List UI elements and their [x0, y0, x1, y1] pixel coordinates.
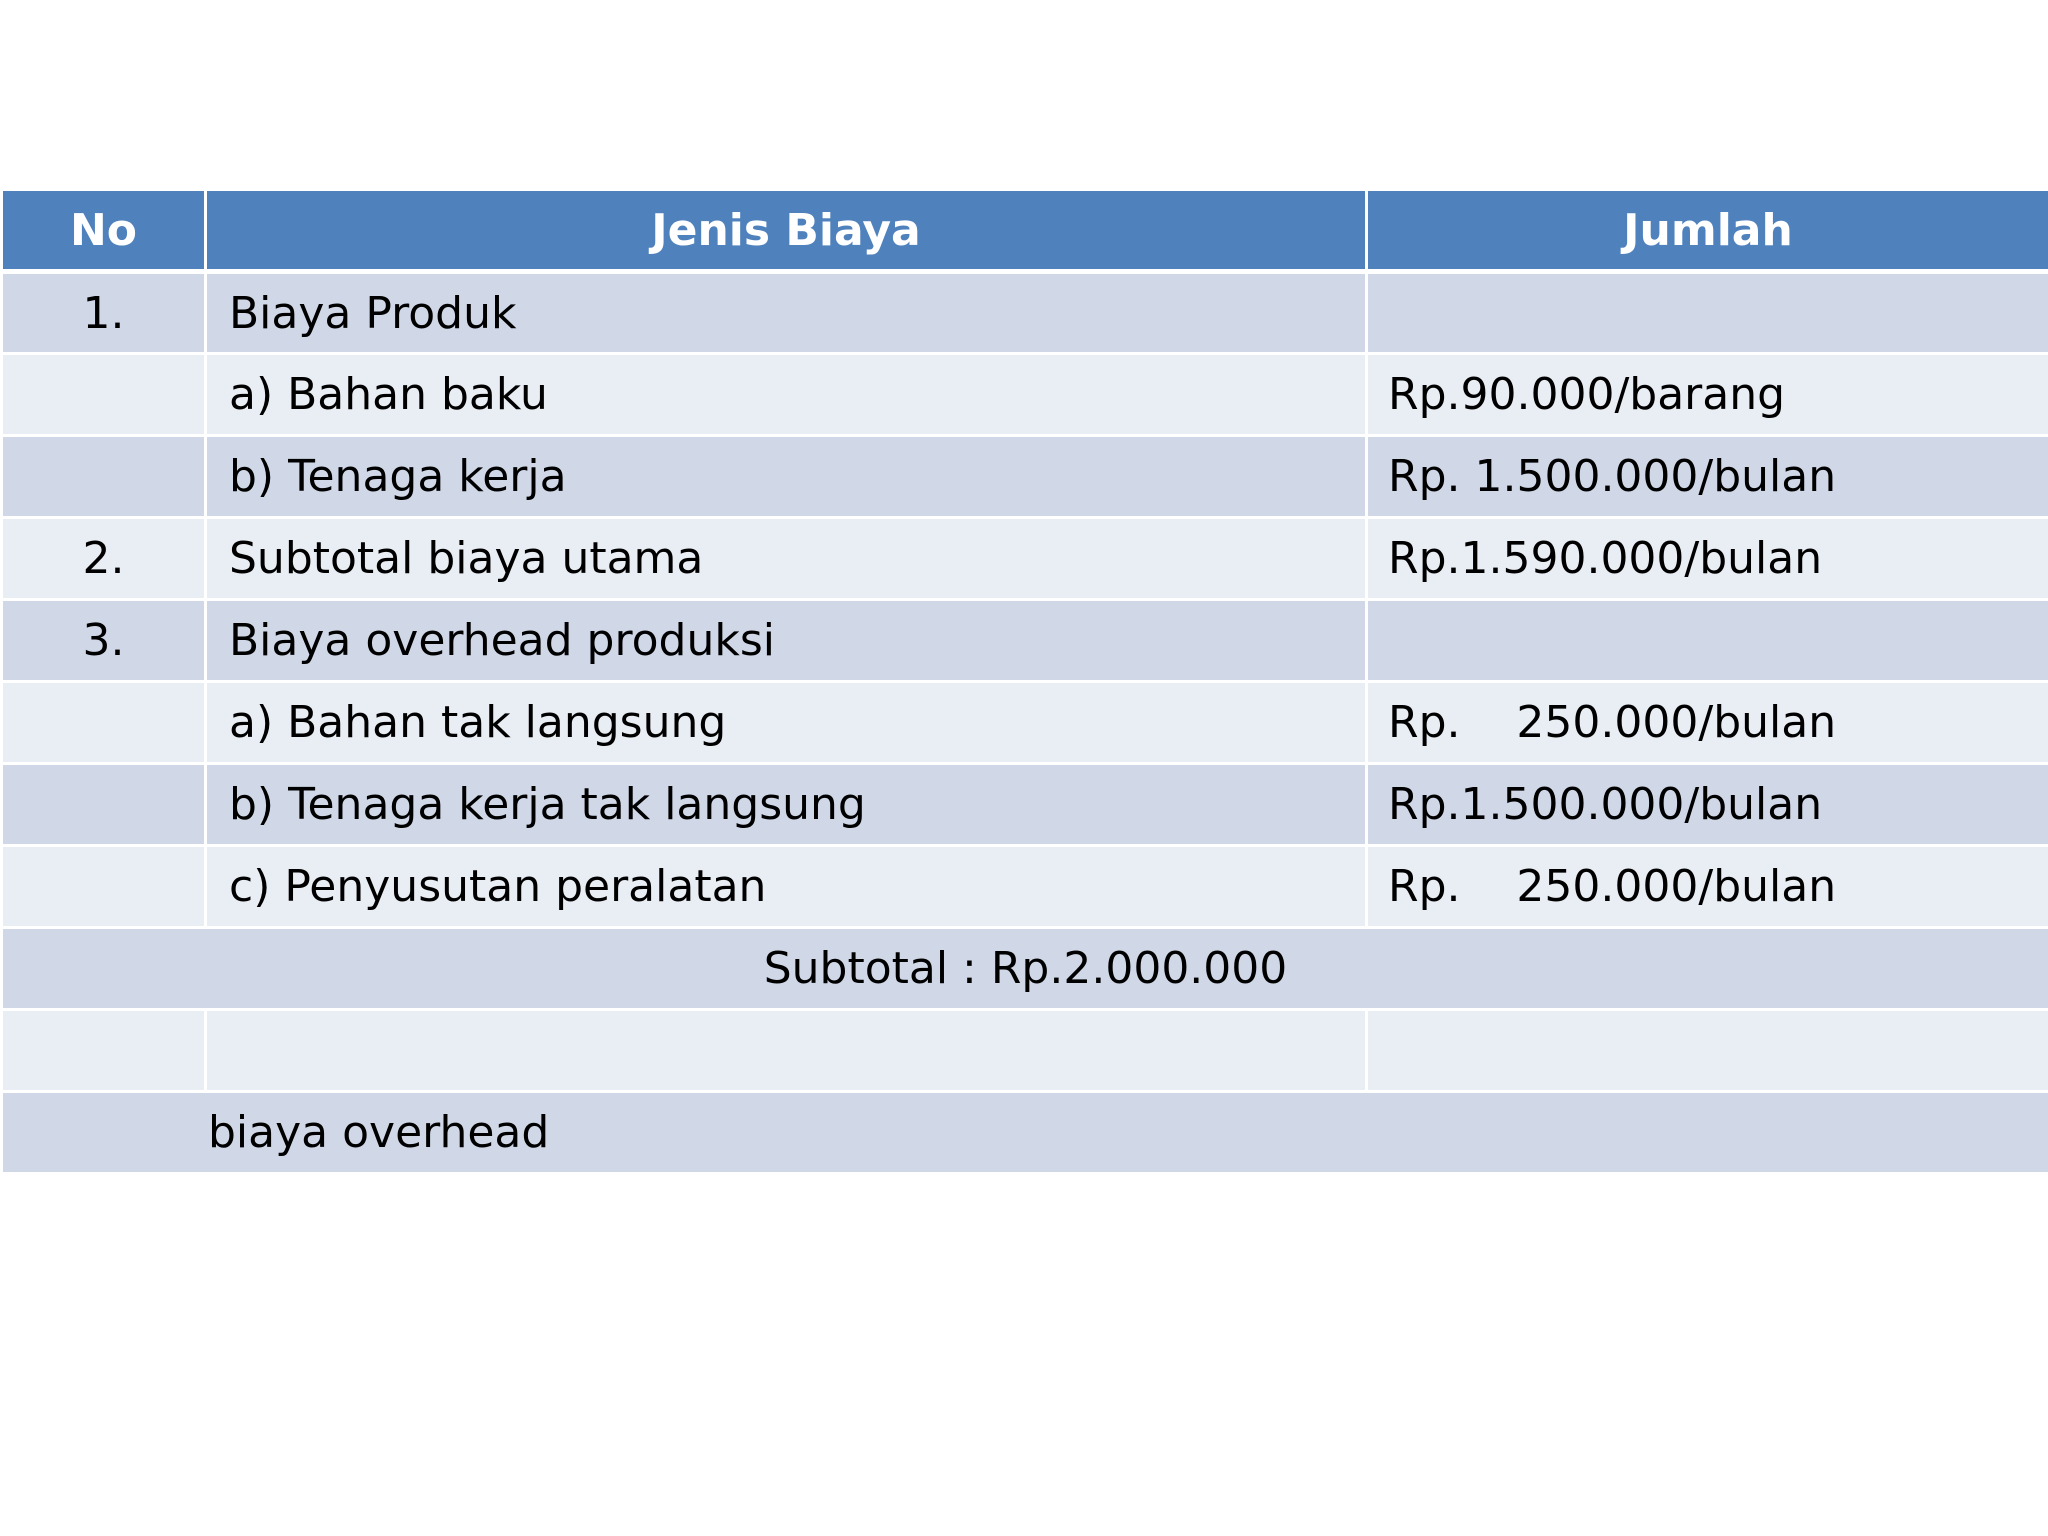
- row-number: [2, 1010, 206, 1092]
- cost-amount: [1367, 1010, 2048, 1092]
- header-jumlah: Jumlah: [1367, 190, 2048, 272]
- empty-row: [2, 1010, 2048, 1092]
- cost-amount: Rp. 250.000/bulan: [1367, 846, 2048, 928]
- subtotal-value: Subtotal : Rp.2.000.000: [2, 928, 2048, 1010]
- cost-type: a) Bahan tak langsung: [206, 682, 1367, 764]
- cost-type: Biaya overhead produksi: [206, 600, 1367, 682]
- subtotal-row: [2, 928, 2048, 1010]
- cost-amount: Rp.90.000/barang: [1367, 354, 2048, 436]
- table-row: [2, 436, 2048, 518]
- table-row: [2, 846, 2048, 928]
- row-number: 2.: [2, 518, 206, 600]
- row-number: 1.: [2, 272, 206, 354]
- cost-amount: Rp.1.500.000/bulan: [1367, 764, 2048, 846]
- cost-type: a) Bahan baku: [206, 354, 1367, 436]
- table-header-row: [2, 190, 2048, 272]
- cost-amount: [1367, 600, 2048, 682]
- header-no: No: [2, 190, 206, 272]
- cost-amount: Rp. 250.000/bulan: [1367, 682, 2048, 764]
- table-row: [2, 354, 2048, 436]
- cost-type: b) Tenaga kerja tak langsung: [206, 764, 1367, 846]
- table-row: [2, 272, 2048, 354]
- cost-table: [0, 188, 2048, 1175]
- row-number: 3.: [2, 600, 206, 682]
- row-number: [2, 764, 206, 846]
- table-row: [2, 600, 2048, 682]
- row-number: [2, 846, 206, 928]
- table-row: [2, 764, 2048, 846]
- cost-type: [206, 1010, 1367, 1092]
- cost-type: b) Tenaga kerja: [206, 436, 1367, 518]
- footer-row: [2, 1092, 2048, 1174]
- cost-amount: Rp. 1.500.000/bulan: [1367, 436, 2048, 518]
- table-row: [2, 682, 2048, 764]
- cost-amount: Rp.1.590.000/bulan: [1367, 518, 2048, 600]
- row-number: [2, 436, 206, 518]
- cost-type: Biaya Produk: [206, 272, 1367, 354]
- footer-label: biaya overhead: [2, 1092, 2048, 1174]
- cost-type: c) Penyusutan peralatan: [206, 846, 1367, 928]
- cost-type: Subtotal biaya utama: [206, 518, 1367, 600]
- row-number: [2, 682, 206, 764]
- row-number: [2, 354, 206, 436]
- cost-amount: [1367, 272, 2048, 354]
- table-row: [2, 518, 2048, 600]
- header-jenis-biaya: Jenis Biaya: [206, 190, 1367, 272]
